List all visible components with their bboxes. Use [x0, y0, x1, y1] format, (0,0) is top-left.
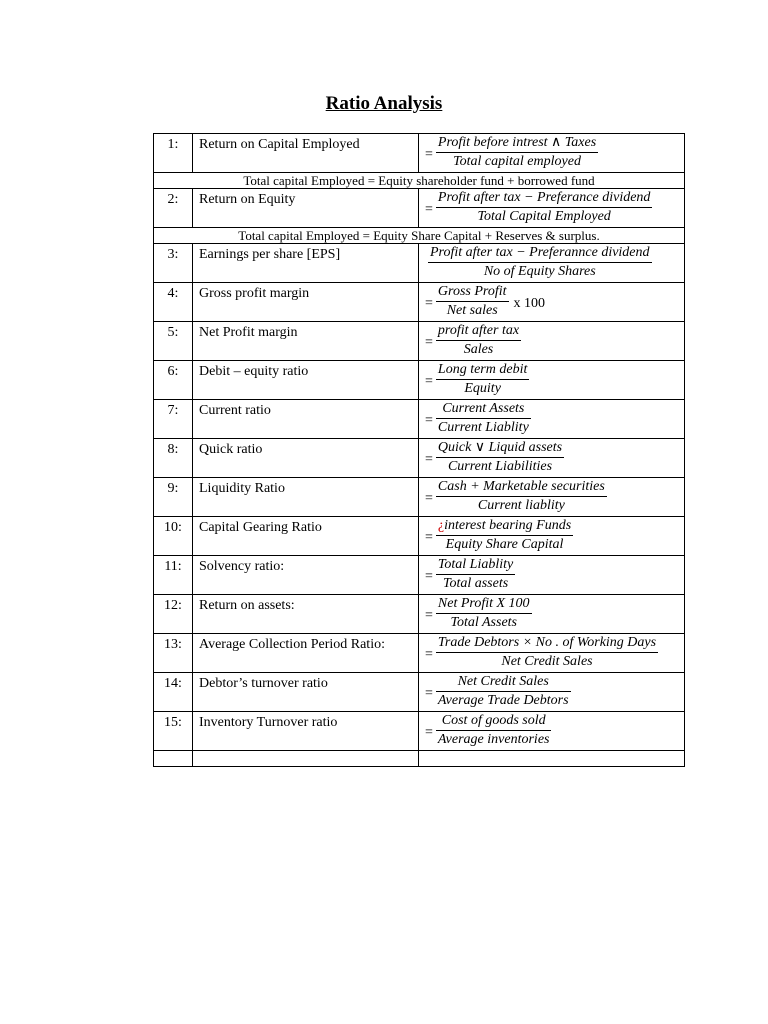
row-number: 1:	[154, 134, 193, 173]
numerator	[436, 361, 529, 380]
row-number: 4:	[154, 283, 193, 322]
denominator: Equity	[464, 380, 501, 396]
ratio-name: Return on assets:	[193, 595, 419, 634]
denominator: Net sales	[446, 302, 498, 318]
row-number: 11:	[154, 556, 193, 595]
fraction	[436, 361, 529, 398]
ratio-name: Current ratio	[193, 400, 419, 439]
numerator	[428, 244, 652, 263]
row-number: 6:	[154, 361, 193, 400]
numerator	[436, 556, 515, 575]
ratio-name: Gross profit margin	[193, 283, 419, 322]
ratio-row	[154, 517, 685, 556]
ratio-row	[154, 595, 685, 634]
ratio-formula	[419, 244, 685, 283]
ratio-name: Return on Equity	[193, 189, 419, 228]
numerator-text: Total Liablity	[437, 556, 514, 572]
ratio-name: Liquidity Ratio	[193, 478, 419, 517]
ratio-formula	[419, 283, 685, 322]
fraction	[436, 595, 532, 632]
numerator-text: Cash + Marketable securities	[437, 478, 605, 494]
ratio-name: Debit – equity ratio	[193, 361, 419, 400]
row-number: 5:	[154, 322, 193, 361]
ratio-formula	[419, 478, 685, 517]
denominator: Current liablity	[477, 497, 565, 513]
row-number: 13:	[154, 634, 193, 673]
fraction	[436, 478, 607, 515]
ratio-name: Inventory Turnover ratio	[193, 712, 419, 751]
numerator-text: Profit after tax − Preferannce dividend	[430, 244, 650, 260]
ratio-formula	[419, 556, 685, 595]
numerator-text: Current Assets	[442, 400, 525, 416]
numerator	[436, 439, 564, 458]
ratio-name: Net Profit margin	[193, 322, 419, 361]
numerator	[436, 134, 598, 153]
note-text: Total capital Employed = Equity shareholder fund + borrowed fund	[154, 173, 685, 189]
numerator-text: Long term debit	[437, 361, 528, 377]
numerator	[436, 283, 509, 302]
equals-sign: =	[425, 373, 433, 389]
numerator-text: profit after tax	[437, 322, 520, 338]
equals-sign: =	[425, 412, 433, 428]
numerator	[436, 189, 653, 208]
fraction	[436, 283, 509, 320]
row-number: 9:	[154, 478, 193, 517]
document-title: Ratio Analysis	[325, 93, 443, 114]
ratio-formula	[419, 189, 685, 228]
ratio-formula	[419, 634, 685, 673]
denominator: Total Capital Employed	[477, 208, 611, 224]
ratio-formula	[419, 712, 685, 751]
ratio-name: Capital Gearing Ratio	[193, 517, 419, 556]
empty-cell	[154, 751, 193, 767]
numerator	[436, 595, 532, 614]
equals-sign: =	[425, 685, 433, 701]
numerator-text: interest bearing Funds	[444, 517, 572, 533]
ratio-row	[154, 712, 685, 751]
numerator-text: Gross Profit	[437, 283, 507, 299]
denominator: Current Liablity	[437, 419, 529, 435]
numerator	[436, 517, 573, 536]
row-number: 15:	[154, 712, 193, 751]
fraction	[436, 556, 515, 593]
ratio-formula	[419, 439, 685, 478]
note-text: Total capital Employed = Equity Share Capital + Reserves & surplus.	[154, 228, 685, 244]
empty-row	[154, 751, 685, 767]
equals-sign: =	[425, 607, 433, 623]
row-number: 12:	[154, 595, 193, 634]
row-number: 7:	[154, 400, 193, 439]
fraction	[436, 400, 531, 437]
numerator-text: Profit before intrest ∧ Taxes	[437, 134, 597, 150]
numerator-text: Cost of goods sold	[441, 712, 546, 728]
ratio-name: Quick ratio	[193, 439, 419, 478]
ratio-table	[153, 133, 685, 767]
numerator-text: Profit after tax − Preferance dividend	[437, 189, 651, 205]
numerator	[436, 400, 531, 419]
denominator: Sales	[463, 341, 494, 357]
fraction	[436, 712, 552, 749]
row-number: 3:	[154, 244, 193, 283]
ratio-row	[154, 673, 685, 712]
row-number: 8:	[154, 439, 193, 478]
row-number: 14:	[154, 673, 193, 712]
equals-sign: =	[425, 568, 433, 584]
fraction	[436, 673, 571, 710]
equals-sign: =	[425, 451, 433, 467]
ratio-formula	[419, 517, 685, 556]
numerator-text: Quick ∨ Liquid assets	[437, 439, 563, 455]
equals-sign: =	[425, 146, 433, 162]
fraction	[436, 517, 573, 554]
ratio-row	[154, 134, 685, 173]
equals-sign: =	[425, 490, 433, 506]
numerator-prefix: ¿	[437, 517, 445, 533]
fraction	[436, 322, 521, 359]
denominator: Total capital employed	[453, 153, 581, 169]
equals-sign: =	[425, 724, 433, 740]
equals-sign: =	[425, 201, 433, 217]
ratio-formula	[419, 134, 685, 173]
ratio-formula	[419, 595, 685, 634]
fraction	[428, 244, 652, 281]
ratio-row	[154, 478, 685, 517]
numerator-text: Net Credit Sales	[457, 673, 549, 689]
numerator	[436, 673, 571, 692]
empty-cell	[193, 751, 419, 767]
ratio-row	[154, 244, 685, 283]
numerator	[436, 322, 521, 341]
ratio-formula	[419, 322, 685, 361]
denominator: Average inventories	[437, 731, 550, 747]
numerator-text: Trade Debtors × No . of Working Days	[437, 634, 657, 650]
note-row	[154, 228, 685, 244]
ratio-name: Earnings per share [EPS]	[193, 244, 419, 283]
equals-sign: =	[425, 295, 433, 311]
denominator: Average Trade Debtors	[437, 692, 569, 708]
equals-sign: =	[425, 646, 433, 662]
fraction	[436, 189, 653, 226]
ratio-row	[154, 634, 685, 673]
ratio-row	[154, 439, 685, 478]
denominator: Total Assets	[450, 614, 517, 630]
ratio-name: Average Collection Period Ratio:	[193, 634, 419, 673]
ratio-name: Debtor’s turnover ratio	[193, 673, 419, 712]
note-row	[154, 173, 685, 189]
denominator: Total assets	[442, 575, 509, 591]
ratio-row	[154, 283, 685, 322]
empty-cell	[419, 751, 685, 767]
formula-suffix: x 100	[513, 295, 545, 311]
row-number: 10:	[154, 517, 193, 556]
denominator: Current Liabilities	[447, 458, 553, 474]
ratio-name: Solvency ratio:	[193, 556, 419, 595]
row-number: 2:	[154, 189, 193, 228]
fraction	[436, 439, 564, 476]
ratio-formula	[419, 400, 685, 439]
denominator: Equity Share Capital	[445, 536, 564, 552]
denominator: Net Credit Sales	[501, 653, 593, 669]
numerator	[436, 478, 607, 497]
ratio-row	[154, 361, 685, 400]
fraction	[436, 134, 598, 171]
ratio-row	[154, 556, 685, 595]
numerator	[436, 712, 552, 731]
equals-sign: =	[425, 334, 433, 350]
ratio-formula	[419, 673, 685, 712]
ratio-row	[154, 189, 685, 228]
numerator	[436, 634, 658, 653]
ratio-formula	[419, 361, 685, 400]
denominator: No of Equity Shares	[483, 263, 596, 279]
fraction	[436, 634, 658, 671]
ratio-name: Return on Capital Employed	[193, 134, 419, 173]
numerator-text: Net Profit X 100	[437, 595, 530, 611]
equals-sign: =	[425, 529, 433, 545]
ratio-row	[154, 322, 685, 361]
ratio-row	[154, 400, 685, 439]
